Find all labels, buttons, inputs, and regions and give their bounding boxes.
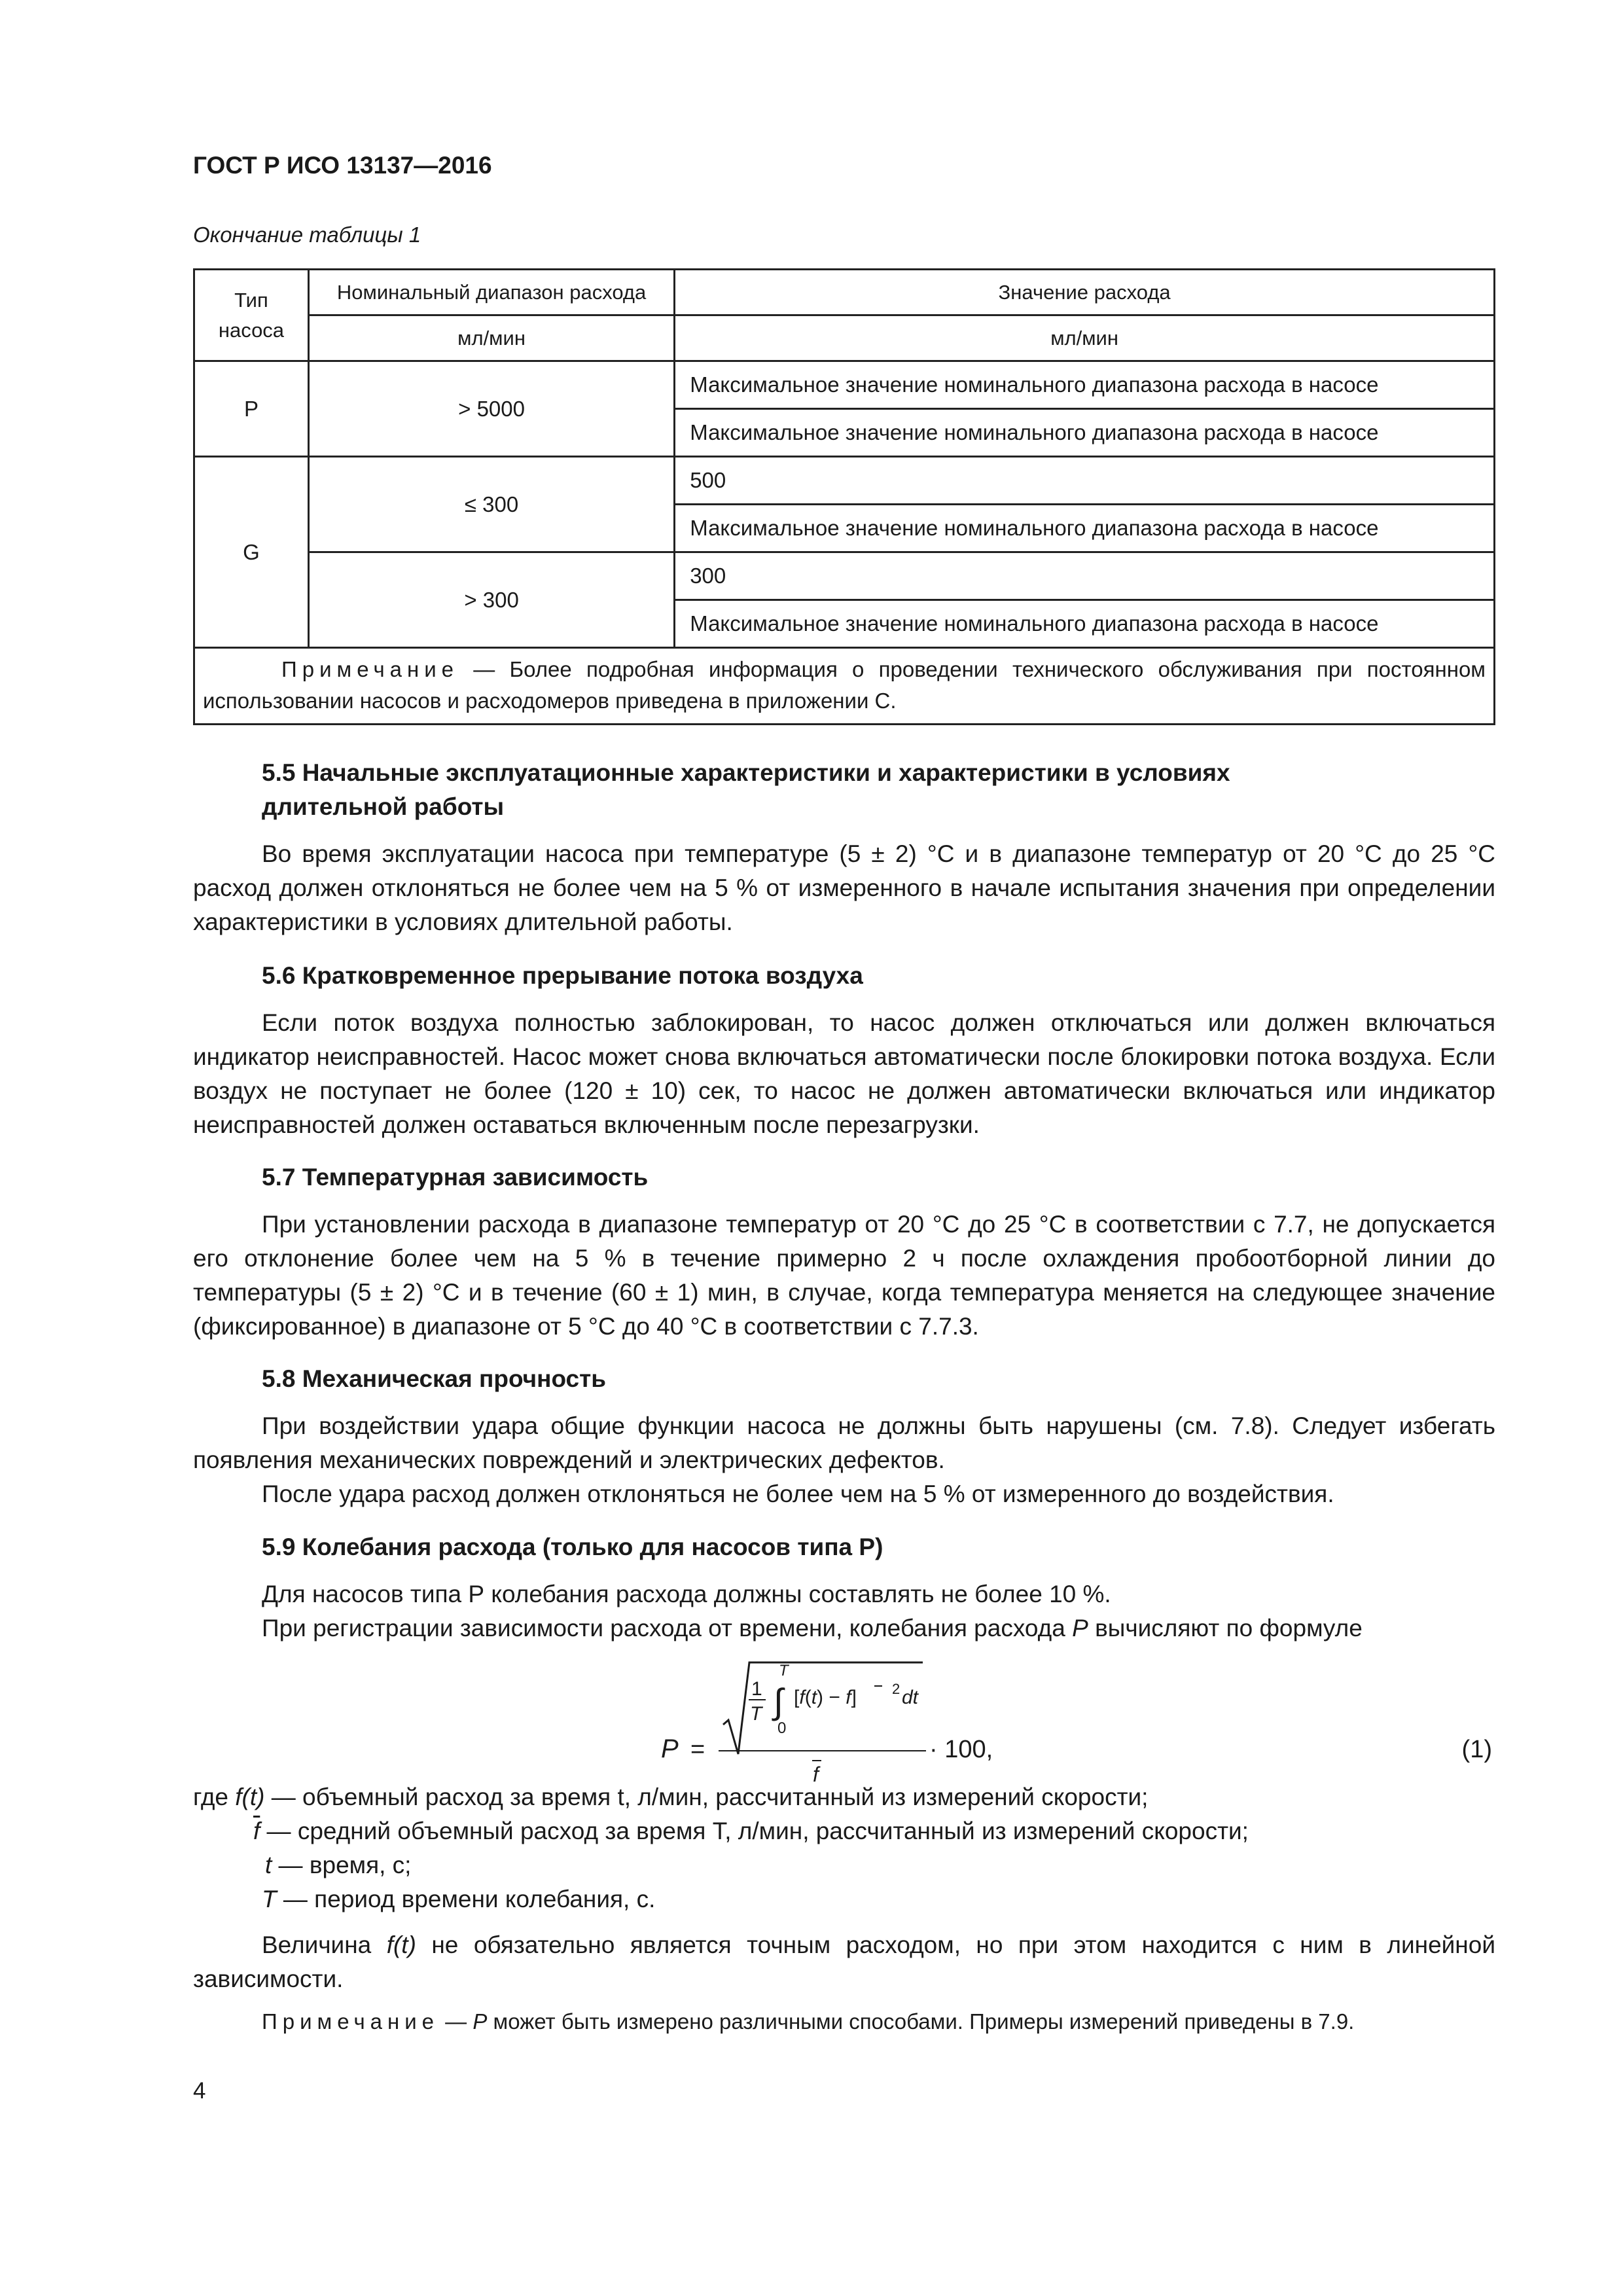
text-run: Величина bbox=[262, 1931, 387, 1958]
where-symbol: f(t) bbox=[235, 1784, 265, 1810]
text-run: вычисляют по формуле bbox=[1088, 1615, 1363, 1641]
equals-sign: = bbox=[690, 1736, 705, 1763]
square-exp: 2 bbox=[892, 1681, 901, 1697]
frac-one: 1 bbox=[751, 1678, 762, 1700]
formula-factor: · 100, bbox=[929, 1736, 993, 1763]
section-5-7 bbox=[193, 1160, 1495, 1344]
formula-svg bbox=[661, 1656, 1499, 1787]
page-number: 4 bbox=[193, 2078, 206, 2104]
note-label: Примечание bbox=[281, 657, 459, 681]
note-label: Примечание bbox=[262, 2009, 440, 2034]
where-symbol: T bbox=[262, 1886, 277, 1912]
document-code: ГОСТ Р ИСО 13137—2016 bbox=[193, 152, 492, 179]
value-cell: Максимальное значение номинального диапазона расхода в насосе bbox=[675, 409, 1495, 457]
value-cell: 300 bbox=[675, 552, 1495, 600]
where-prefix: где bbox=[193, 1784, 236, 1810]
header-range: Номинальный диапазон расхода bbox=[308, 270, 674, 315]
text-run: не обязательно является точным расходом, но при этом находится с ним в линейной зависимости. bbox=[193, 1931, 1495, 1992]
where-symbol: $\overline{f}$ bbox=[253, 1818, 260, 1844]
flow-table bbox=[193, 268, 1495, 725]
table-note bbox=[194, 648, 1495, 725]
paragraph: При воздействии удара общие функции насоса не должны быть нарушены (см. 7.8). Следует избегать появления механических повреждений и электрических дефектов. bbox=[193, 1412, 1495, 1473]
formula-number: (1) bbox=[1461, 1736, 1492, 1763]
frac-t: T bbox=[750, 1703, 762, 1725]
paragraph: При установлении расхода в диапазоне температур от 20 °С до 25 °С в соответствии с 7.7, не допускается его отклонение более чем на 5 % в течение примерно 2 ч после охлаждения пробоотборной линии до температуры (5 ± 2) °С и в течение (60 ± 1) мин, в случае, когда температура меняется на следующее значение (фиксированное) в диапазоне от 5 °С до 40 °С в соответствии с 7.7.3. bbox=[193, 1211, 1495, 1340]
integrand: [f(t) − f] bbox=[794, 1687, 857, 1708]
value-cell: 500 bbox=[675, 457, 1495, 505]
range-cell: > 300 bbox=[308, 552, 674, 648]
dt: dt bbox=[902, 1687, 919, 1708]
symbol-p: P bbox=[473, 2009, 488, 2034]
paragraph: Для насосов типа Р колебания расхода должны составлять не более 10 %. bbox=[262, 1581, 1111, 1607]
integral-lower: 0 bbox=[777, 1719, 787, 1737]
paragraph: После удара расход должен отклоняться не более чем на 5 % от измеренного до воздействия. bbox=[262, 1480, 1334, 1507]
note-2 bbox=[262, 2009, 1354, 2034]
section-title: 5.9 Колебания расхода (только для насосов типа Р) bbox=[262, 1534, 883, 1560]
paragraph: Если поток воздуха полностью заблокирован, то насос должен отключаться или должен включаться индикатор неисправностей. Насос может снова включаться автоматически после блокировки потока воздуха. Если воздух не поступает не более (120 ± 10) сек, то насос не должен автоматически включаться или индикатор неисправностей должен оставаться включенным после перезагрузки. bbox=[193, 1009, 1495, 1138]
value-cell: Максимальное значение номинального диапазона расхода в насосе bbox=[675, 361, 1495, 409]
closing-paragraph bbox=[193, 1928, 1495, 1996]
text-run: может быть измерено различными способами. Примеры измерений приведены в 7.9. bbox=[487, 2009, 1355, 2034]
section-5-6 bbox=[193, 959, 1495, 1142]
section-5-8 bbox=[193, 1362, 1495, 1511]
header-pump-type: Тип насоса bbox=[194, 270, 309, 361]
symbol-p: P bbox=[1072, 1615, 1088, 1641]
where-text: — средний объемный расход за время T, л/мин, рассчитанный из измерений скорости; bbox=[260, 1818, 1249, 1844]
where-list bbox=[193, 1780, 1495, 1996]
where-item bbox=[193, 1848, 1495, 1882]
where-item bbox=[193, 1882, 1495, 1916]
paragraph: Во время эксплуатации насоса при температуре (5 ± 2) °С и в диапазоне температур от 20 °С до 25 °С расход должен отклоняться не более чем на 5 % от измеренного в начале испытания значения при определении характеристики в условиях длительной работы. bbox=[193, 840, 1495, 935]
type-cell-g: G bbox=[194, 457, 309, 648]
formula-lhs: P bbox=[661, 1734, 679, 1763]
where-item bbox=[193, 1814, 1495, 1848]
value-cell: Максимальное значение номинального диапазона расхода в насосе bbox=[675, 505, 1495, 552]
text-run: При регистрации зависимости расхода от времени, колебания расхода bbox=[262, 1615, 1073, 1641]
type-cell-p: P bbox=[194, 361, 309, 457]
section-5-5 bbox=[193, 756, 1495, 939]
header-value: Значение расхода bbox=[675, 270, 1495, 315]
table-caption: Окончание таблицы 1 bbox=[193, 223, 421, 247]
note-text: — Более подробная информация о проведении технического обслуживания при постоянном использовании насосов и расходомеров приведена в приложении С. bbox=[203, 657, 1486, 713]
unit-range: мл/мин bbox=[308, 315, 674, 361]
unit-value: мл/мин bbox=[675, 315, 1495, 361]
integral-sign: ∫ bbox=[774, 1682, 783, 1721]
value-cell: Максимальное значение номинального диапазона расхода в насосе bbox=[675, 600, 1495, 648]
range-cell: > 5000 bbox=[308, 361, 674, 457]
section-title: 5.6 Кратковременное прерывание потока воздуха bbox=[262, 962, 863, 989]
section-title: 5.8 Механическая прочность bbox=[262, 1365, 607, 1392]
section-title: 5.7 Температурная зависимость bbox=[262, 1164, 649, 1191]
symbol-ft: f(t) bbox=[386, 1931, 416, 1958]
integral-upper: T bbox=[779, 1662, 789, 1679]
section-title: 5.5 Начальные эксплуатационные характеристики и характеристики в условиях длительной работы bbox=[262, 759, 1230, 820]
paragraph bbox=[193, 1611, 1495, 1645]
where-symbol: t bbox=[265, 1852, 272, 1878]
denominator-fbar: f bbox=[813, 1763, 819, 1786]
where-text: — время, с; bbox=[272, 1852, 412, 1878]
where-text: — период времени колебания, с. bbox=[276, 1886, 656, 1912]
formula-1 bbox=[661, 1656, 1499, 1787]
range-cell: ≤ 300 bbox=[308, 457, 674, 552]
where-text: — объемный расход за время t, л/мин, рассчитанный из измерений скорости; bbox=[264, 1784, 1149, 1810]
text-run: — bbox=[439, 2009, 473, 2034]
where-item bbox=[193, 1780, 1495, 1814]
section-5-9 bbox=[193, 1530, 1495, 1645]
